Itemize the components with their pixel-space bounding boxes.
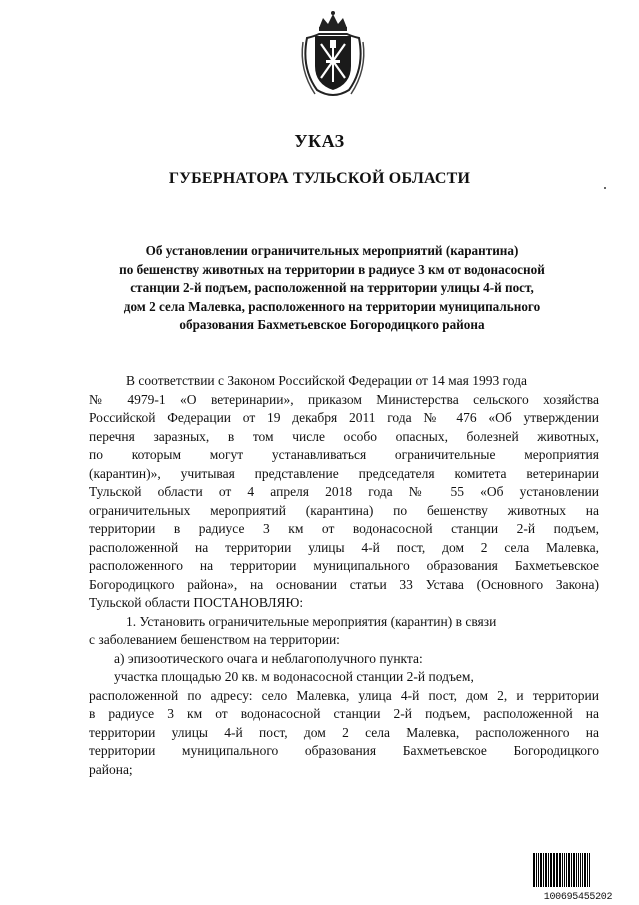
barcode-bar <box>540 853 542 887</box>
barcode-bar <box>571 853 572 887</box>
barcode-number: 100695455202 <box>543 892 613 903</box>
body-line: (карантин)», учитывая представление председателя комитета ветеринарии <box>89 465 599 481</box>
body-line: расположенной на территории улицы 4-й пост, дом 2 села Малевка, <box>89 539 599 555</box>
decree-title-line: Об установлении ограничительных мероприятий (карантина) <box>145 243 519 258</box>
body-line: района; <box>89 761 133 777</box>
barcode-bar <box>553 853 555 887</box>
barcode-bar <box>559 853 561 887</box>
body-line: участка площадью 20 кв. м водонасосной станции 2-й подъем, <box>114 669 474 684</box>
decree-title-line: по бешенству животных на территории в радиусе 3 км от водонасосной <box>119 261 545 277</box>
body-line: В соответствии с Законом Российской Федерации от 14 мая 1993 года <box>126 373 527 388</box>
barcode-bar <box>556 853 558 887</box>
barcode-bar <box>580 853 581 887</box>
barcode-bar <box>533 853 535 887</box>
barcode-bar <box>576 853 577 887</box>
barcode-bar <box>582 853 583 887</box>
issuer-heading: ГУБЕРНАТОРА ТУЛЬСКОЙ ОБЛАСТИ <box>168 170 471 187</box>
barcode <box>532 853 624 903</box>
body-line: по которым могут устанавливаться ограничительные мероприятия <box>89 447 599 462</box>
barcode-bar <box>584 853 586 887</box>
barcode-bar <box>536 853 537 887</box>
barcode-bar <box>545 853 547 887</box>
coat-of-arms-icon <box>297 8 369 100</box>
decree-title <box>80 242 584 335</box>
body-line: в радиусе 3 км от водонасосной станции 2-й подъем, расположенной на <box>89 706 599 721</box>
barcode-bar <box>550 853 552 887</box>
scan-speck <box>604 187 606 189</box>
decree-body <box>89 372 599 779</box>
body-line: ограничительных мероприятий (карантина) по бешенству животных на <box>89 502 599 518</box>
decree-title-line: станции 2-й подъем, расположенной на территории улицы 4-й пост, <box>130 280 534 295</box>
barcode-bar <box>538 853 539 887</box>
barcode-bar <box>566 853 567 887</box>
barcode-bar <box>548 853 549 887</box>
barcode-bar <box>543 853 544 887</box>
barcode-bar <box>587 853 588 887</box>
barcode-bar <box>573 853 575 887</box>
body-line: Богородицкого района», на основании статьи 33 Устава (Основного Закона) <box>89 576 599 592</box>
body-line: № 4979-1 «О ветеринарии», приказом Министерства сельского хозяйства <box>89 391 599 407</box>
body-line: расположенной по адресу: село Малевка, улица 4-й пост, дом 2, и территории <box>89 687 599 703</box>
body-line: расположенного на территории муниципального образования Бахметьевское <box>89 558 599 573</box>
document-type-heading: УКАЗ <box>294 131 345 151</box>
barcode-bar <box>568 853 570 887</box>
body-line: с заболеванием бешенством на территории: <box>89 632 340 647</box>
decree-title-line: дом 2 села Малевка, расположенного на территории муниципального <box>123 298 541 314</box>
body-line: а) эпизоотического очага и неблагополучного пункта: <box>114 650 423 666</box>
body-line: Российской Федерации от 19 декабря 2011 года № 476 «Об утверждении <box>89 410 599 425</box>
barcode-bar <box>564 853 565 887</box>
body-line: перечня заразных, в том числе особо опасных, болезней животных, <box>89 428 599 444</box>
body-line: территории в радиусе 3 км от водонасосной станции 2-й подъем, <box>89 521 599 536</box>
decree-title-line: образования Бахметьевское Богородицкого района <box>179 317 485 332</box>
body-line: 1. Установить ограничительные мероприятия (карантин) в связи <box>126 613 497 629</box>
barcode-bars-icon <box>532 853 624 887</box>
body-line: территории улицы 4-й пост, дом 2 села Малевка, расположенного на <box>89 724 599 740</box>
body-line: территории муниципального образования Бахметьевское Богородицкого <box>89 743 599 758</box>
body-line: Тульской области ПОСТАНОВЛЯЮ: <box>89 595 304 610</box>
body-line: Тульской области от 4 апреля 2018 года № 55 «Об установлении <box>89 484 599 499</box>
barcode-bar <box>578 853 579 887</box>
barcode-bar <box>589 853 590 887</box>
barcode-bar <box>562 853 563 887</box>
